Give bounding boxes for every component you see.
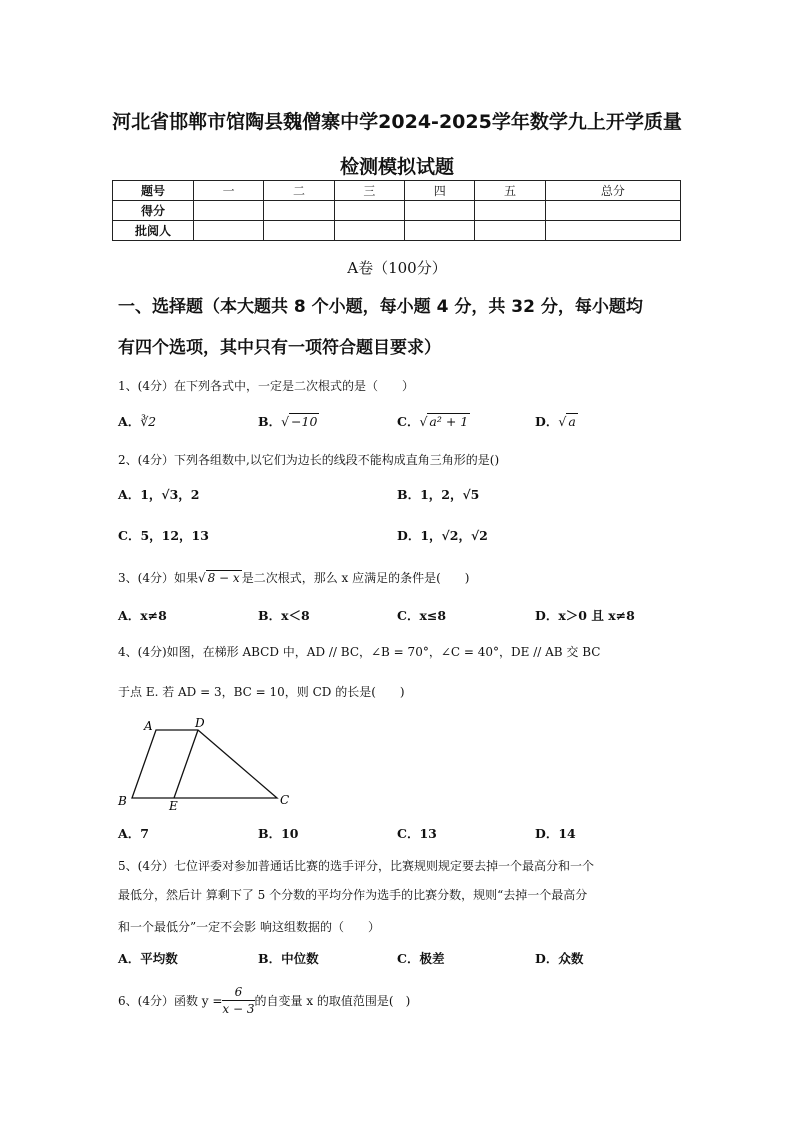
label-e: E [169, 799, 178, 812]
q1-option-d[interactable]: D．√ a [535, 414, 576, 429]
q5-option-c[interactable]: C．极差 [397, 951, 445, 966]
label-a: A [144, 719, 153, 733]
score-row-label: 批阅人 [113, 221, 194, 241]
volume-heading: A卷（100分） [347, 259, 447, 277]
trapezoid-figure [115, 712, 305, 812]
score-cell[interactable] [334, 221, 404, 241]
fraction [222, 984, 254, 1017]
score-header-cell: 总分 [545, 181, 680, 201]
q2-option-d[interactable]: D．1，√2，√2 [397, 528, 488, 543]
trapezoid-abcd [132, 730, 277, 798]
q5-option-b[interactable]: B．中位数 [258, 951, 319, 966]
q4-option-c[interactable]: C．13 [397, 826, 437, 841]
label-b: B [118, 794, 127, 808]
score-cell[interactable] [194, 221, 264, 241]
option-letter: B． [258, 414, 282, 429]
option-letter: C． [397, 414, 420, 429]
score-header-cell: 二 [264, 181, 334, 201]
q2-option-b[interactable]: B．1，2，√5 [397, 487, 480, 502]
score-cell[interactable] [264, 201, 334, 221]
score-header-cell: 一 [194, 181, 264, 201]
question-1-stem: 1、(4分）在下列各式中，一定是二次根式的是（ ） [118, 379, 414, 393]
q5-option-a[interactable]: A．平均数 [118, 951, 178, 966]
score-cell[interactable] [475, 221, 545, 241]
segment-de [174, 730, 198, 798]
section-heading-line1: 一、选择题（本大题共 8 个小题，每小题 4 分，共 32 分，每小题均 [118, 297, 643, 317]
question-5-stem-line1: 5、(4分）七位评委对参加普通话比赛的选手评分，比赛规则规定要去掉一个最高分和一个 [118, 859, 594, 873]
exam-title-line1: 河北省邯郸市馆陶县魏僧寨中学2024-2025学年数学九上开学质量 [112, 111, 682, 133]
label-d: D [195, 716, 205, 730]
q3-option-b[interactable]: B．x＜8 [258, 608, 310, 623]
label-c: C [280, 793, 290, 807]
question-2-stem: 2、(4分）下列各组数中,以它们为边长的线段不能构成直角三角形的是() [118, 453, 500, 467]
q3-option-a[interactable]: A．x≠8 [118, 608, 167, 623]
score-cell[interactable] [334, 201, 404, 221]
question-4-stem-line2: 于点 E. 若 AD = 3，BC = 10，则 CD 的长是( ) [118, 685, 405, 699]
q3-stem-post: 是二次根式，那么 x 应满足的条件是( ) [241, 571, 470, 585]
score-header-cell: 题号 [113, 181, 194, 201]
fraction-denominator: x − 3 [222, 1002, 255, 1016]
score-cell[interactable] [264, 221, 334, 241]
q1-option-c[interactable]: C．√ a² + 1 [397, 414, 469, 429]
q4-option-b[interactable]: B．10 [258, 826, 299, 841]
q6-stem-post: 的自变量 x 的取值范围是( ) [254, 994, 411, 1008]
option-letter: D． [535, 414, 559, 429]
fraction-numerator: 6 [222, 984, 254, 1001]
score-cell[interactable] [405, 201, 475, 221]
score-header-cell: 五 [475, 181, 545, 201]
section-heading-line2: 有四个选项，其中只有一项符合题目要求） [118, 338, 441, 358]
q3-option-c[interactable]: C．x≤8 [397, 608, 447, 623]
q2-option-a[interactable]: A．1，√3，2 [118, 487, 200, 502]
score-header-cell: 三 [334, 181, 404, 201]
score-cell[interactable] [475, 201, 545, 221]
question-4-stem-line1: 4、(4分)如图，在梯形 ABCD 中，AD // BC，∠B = 70°，∠C = 40°，DE // AB 交 BC [118, 645, 601, 659]
q5-option-d[interactable]: D．众数 [535, 951, 584, 966]
math-expr: 8 − x [207, 571, 240, 585]
q4-option-a[interactable]: A．7 [118, 826, 149, 841]
q6-stem-pre: 6、(4分）函数 y = [118, 994, 223, 1008]
score-table-row [113, 221, 681, 241]
math-expr: a [568, 414, 576, 429]
math-expr: a² + 1 [429, 414, 469, 429]
score-cell[interactable] [194, 201, 264, 221]
score-cell[interactable] [545, 201, 680, 221]
question-3-stem: 3、(4分）如果√ 8 − x 是二次根式，那么 x 应满足的条件是( ) [118, 571, 470, 585]
score-table-header-row [113, 181, 681, 201]
question-5-stem-line3: 和一个最低分”一定不会影 响这组数据的（ ） [118, 920, 380, 934]
score-table [112, 180, 681, 241]
q3-stem-pre: 3、(4分）如果 [118, 571, 198, 585]
q2-option-c[interactable]: C．5，12，13 [118, 528, 209, 543]
score-header-cell: 四 [405, 181, 475, 201]
score-row-label: 得分 [113, 201, 194, 221]
exam-title-line2: 检测模拟试题 [339, 156, 454, 178]
score-cell[interactable] [545, 221, 680, 241]
q3-option-d[interactable]: D．x＞0 且 x≠8 [535, 608, 635, 623]
option-letter: A． [118, 414, 141, 429]
question-6-stem [118, 984, 410, 1017]
math-expr: ∛2 [140, 414, 157, 429]
q4-option-d[interactable]: D．14 [535, 826, 576, 841]
score-cell[interactable] [405, 221, 475, 241]
q1-option-b[interactable]: B．√ −10 [258, 414, 318, 429]
question-5-stem-line2: 最低分，然后计 算剩下了 5 个分数的平均分作为选手的比赛分数，规则“去掉一个最高分 [118, 888, 588, 902]
q1-option-a[interactable] [118, 412, 156, 430]
math-expr: −10 [291, 414, 318, 429]
score-table-row [113, 201, 681, 221]
